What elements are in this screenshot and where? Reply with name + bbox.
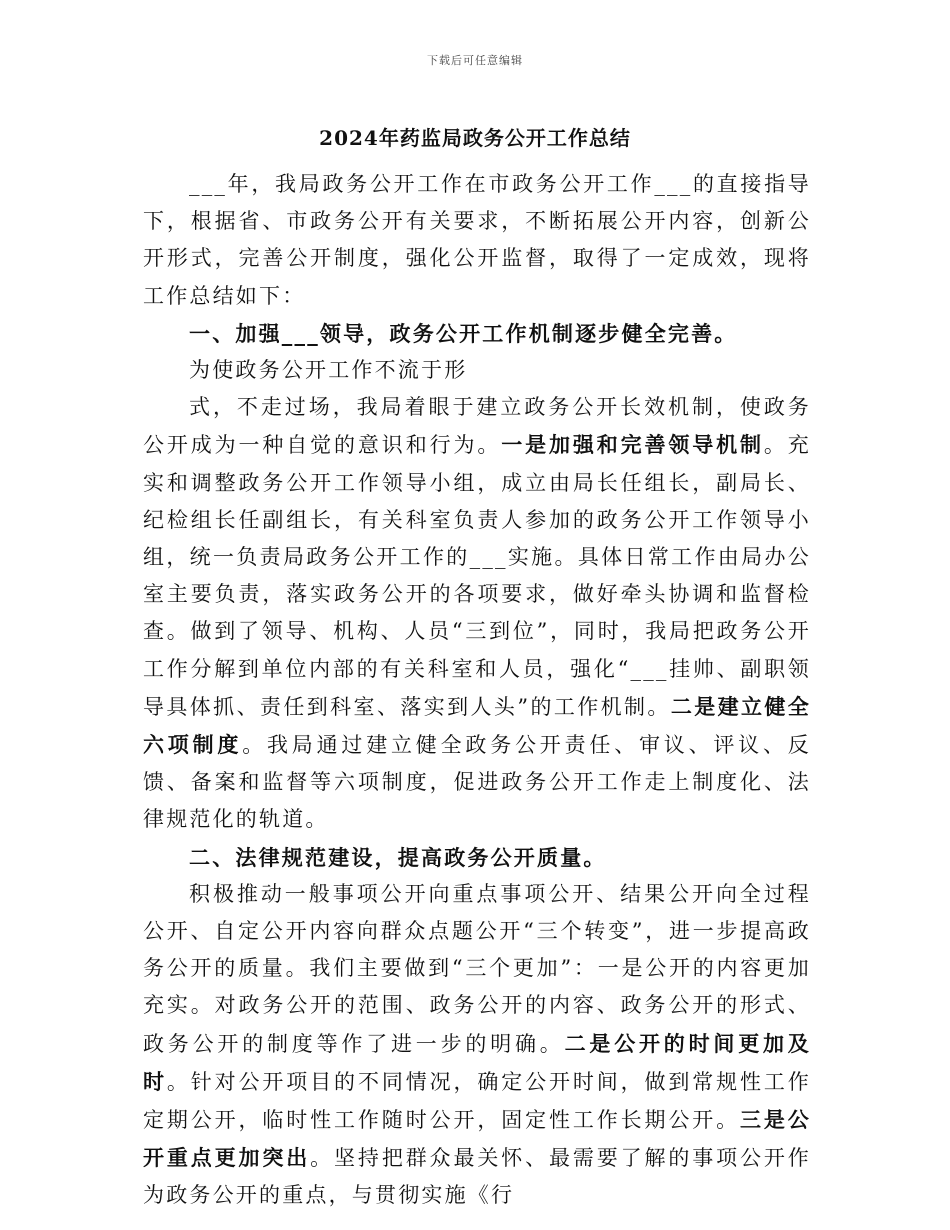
bold-phrase: 二是公开的时间更加及时 (143, 1030, 812, 1094)
section-1-paragraph (143, 389, 811, 838)
bold-phrase: 二是建立健全六项制度 (143, 693, 812, 758)
document-title: 2024年药监局政务公开工作总结 (319, 126, 631, 150)
intro-paragraph: ___年，我局政务公开工作在市政务公开工作___的直接指导下，根据省、市政务公开有关要求，不断拓展公开内容，创新公开形式，完善公开制度，强化公开监督，取得了一定成效，现将工作总结如下： (143, 172, 811, 308)
paragraph-fragment: 为使政务公开工作不流于形 (189, 358, 468, 383)
paragraph-text: 积极推动一般事项公开向重点事项公开、结果公开向全过程公开、自定公开内容向群众点题公开“三个转变”，进一步提高政务公开的质量。我们主要做到“三个更加”：一是公开的内容更加充实。对政务公开的范围、政务公开的内容、政务公开的形式、政务公开的制度等作了进一步的明确。 (143, 881, 811, 1056)
paragraph-text: 式，不走过场，我局着眼于建立政务公开长效机制，使政务公开成为一种自觉的意识和行为。 (143, 395, 811, 458)
paragraph-text: 。针对公开项目的不同情况，确定公开时间，做到常规性工作定期公开，临时性工作随时公开，固定性工作长期公开。 (143, 1069, 811, 1133)
bold-phrase: 三是公开重点更加突出 (143, 1107, 811, 1171)
section-2-paragraph (143, 876, 811, 1215)
section-heading-1: 一、加强___领导，政务公开工作机制逐步健全完善。 (189, 320, 738, 346)
bold-phrase: 一是加强和完善领导机制 (501, 432, 764, 458)
paragraph-text: 。坚持把群众最关怀、最需要了解的事项公开作为政务公开的重点，与贯彻实施《行 (143, 1146, 811, 1208)
paragraph-text: 。我局通过建立健全政务公开责任、审议、评议、反馈、备案和监督等六项制度，促进政务公开工作走上制度化、法律规范化的轨道。 (143, 733, 811, 832)
header-note: 下载后可任意编辑 (427, 54, 523, 67)
paragraph-text: 。充实和调整政务公开工作领导小组，成立由局长任组长，副局长、纪检组长任副组长，有关科室负责人参加的政务公开工作领导小组，统一负责局政务公开工作的___实施。具体日常工作由局办公室主要负责，落实政务公开的各项要求，做好牵头协调和监督检查。做到了领导、机构、人员“三到位”，同时，我局把政务公开工作分解到单位内部的有关科室和人员，强化“___挂帅、副职领导具体抓、责任到科室、落实到人头”的工作机制。 (143, 433, 812, 719)
section-heading-2: 二、法律规范建设，提高政务公开质量。 (189, 844, 607, 870)
document-body (143, 166, 811, 1215)
